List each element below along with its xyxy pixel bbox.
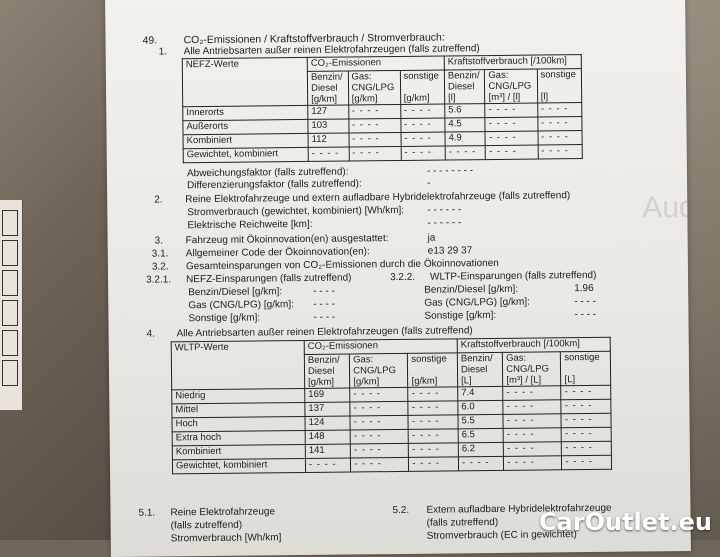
s51-sublabel: (falls zutreffend) [170,519,243,532]
row-label: Niedrig [172,388,305,403]
nefz-saving-value: - - - - [313,311,336,323]
cell: - - - - [562,455,612,470]
cell: 5.6 [445,104,486,118]
wltp-table [171,337,612,475]
wltp-subhead: Gas: CNG/LPG [m³] / [L] [503,352,562,387]
cell: - - - - [485,103,537,118]
reichweite-label: Elektrische Reichweite [km]: [187,218,313,232]
cell: 6.0 [458,400,503,414]
subsection-number: 1. [158,46,168,58]
cell: - - - - [350,415,408,430]
s51-cut-text: Stromverbrauch [Wh/km] [170,532,282,545]
cell: - - - - [538,131,583,145]
document-page [105,0,703,557]
strom-value: - - - - - - [427,204,462,216]
nefz-subhead: Gas: CNG/LPG [g/km] [348,70,400,105]
cell: - - - - [486,145,538,160]
s3-label: Fahrzeug mit Ökoinnovation(en) ausgestattet: [185,233,389,247]
row-label: Extra hoch [172,430,305,445]
cell: - - - - [537,103,582,117]
cell: - - - - [350,429,408,444]
cell: 103 [308,119,349,133]
row-label: Gewichtet, kombiniert [183,147,308,162]
cell: 5.5 [458,414,503,428]
s52-cut-text: Stromverbrauch (EC in gewichtet) [426,529,577,542]
cell: 141 [305,444,350,458]
cell: 137 [305,402,350,416]
cell: - - - - [308,147,349,161]
section-number: 49. [142,34,158,47]
cell: 169 [305,388,350,402]
row-label: Kombiniert [172,444,305,459]
nefz-saving-value: - - - - [313,298,336,310]
cell: - - - - [485,131,537,146]
nefz-saving-value: - - - - [313,285,335,297]
cell: 7.4 [458,386,503,400]
wltp-saving-label: Sonstige [g/km]: [424,309,497,322]
background-card [0,200,23,410]
s32-number: 3.2. [151,261,169,273]
s3-number: 3. [154,235,164,247]
s4-number: 4. [146,328,156,340]
s321-label: NEFZ-Einsparungen (falls zutreffend) [185,272,352,286]
row-label: Gewichtet, kombiniert [172,458,305,473]
cell: - - - - [562,441,612,456]
s51-label: Reine Elektrofahrzeuge [170,506,276,519]
row-label: Mittel [172,402,305,417]
nefz-head-co2: CO₂-Emissionen [307,56,444,71]
wltp-head-label: WLTP-Werte [171,340,304,389]
row-label: Hoch [172,416,305,431]
s2-title: Reine Elektrofahrzeuge und extern aufladbare Hybridelektrofahrzeuge (falls zutreffend) [185,190,571,206]
cell: - - - - [350,401,408,416]
cell: - - - - [458,456,503,470]
cell: - - - - [348,118,400,133]
nefz-subhead: Benzin/ Diesel [g/km] [307,71,348,105]
cell: 6.2 [458,442,503,456]
cell: - - - - [349,132,401,147]
cell: - - - - [305,458,350,472]
section-title: CO₂-Emissionen / Kraftstoffverbrauch / Stromverbrauch: [183,31,445,47]
wltp-head-fuel: Kraftstoffverbrauch [/100km] [457,337,610,353]
nefz-saving-label: Gas (CNG/LPG) [g/km]: [188,299,294,312]
nefz-head-label: NEFZ-Werte [182,57,307,106]
ghost-logo: Audi [642,190,703,225]
cell: - - - - [503,442,561,457]
cell: - - - - [349,146,401,161]
cell: - - - - [350,387,408,402]
s3-value: ja [427,232,436,244]
s31-number: 3.1. [151,248,169,260]
abweichung-label: Abweichungsfaktor (falls zutreffend): [186,166,349,180]
cell: - - - - [408,387,458,402]
cell: - - - - [351,457,409,472]
nefz-subhead: Benzin/ Diesel [l] [444,70,485,104]
differenzierung-label: Differenzierungsfaktor (falls zutreffend): [187,178,362,192]
wltp-subhead: Benzin/ Diesel [L] [457,352,503,386]
nefz-saving-label: Benzin/Diesel [g/km]: [188,286,283,299]
cell: - - - - [409,429,459,444]
cell: - - - - [561,399,611,414]
cell: 4.9 [445,132,486,146]
watermark-logo: CarOutlet.eu [538,508,712,536]
cell: - - - - [409,457,459,472]
cell: - - - - [538,145,583,159]
wltp-saving-value: - - - - [574,295,597,308]
strom-label: Stromverbrauch (gewichtet, kombiniert) [Wh/km]: [187,204,405,219]
nefz-subhead: Gas: CNG/LPG [m³] / [l] [485,69,537,104]
cell: - - - - [351,443,409,458]
differenzierung-value: - [426,177,431,189]
s51-number: 5.1. [138,507,156,519]
nefz-subhead: sonstige [g/km] [400,70,445,104]
cell: - - - - [561,385,611,400]
wltp-subhead: sonstige [L] [561,351,611,386]
cell: - - - - [401,146,446,160]
cell: - - - - [401,132,446,146]
cell: - - - - [409,443,459,458]
abweichung-value: - - - - - - - - [426,165,474,177]
cell: - - - - [400,118,445,132]
cell: - - - - [504,456,562,471]
cell: - - - - [503,400,561,415]
cell: - - - - [503,386,561,401]
row-label: Außerorts [183,119,308,134]
cell: - - - - [561,413,611,428]
s52-number: 5.2. [392,504,410,517]
cell: - - - - [400,104,445,118]
row-label: Kombiniert [183,133,308,148]
cell: 112 [308,133,349,147]
cell: - - - - [503,428,561,443]
cell: - - - - [503,414,561,429]
s52-sublabel: (falls zutreffend) [426,516,499,529]
cell: 124 [305,416,350,430]
table-row [183,145,582,163]
s321-number: 3.2.1. [145,274,172,286]
s52-label: Extern aufladbare Hybridelektrofahrzeuge [426,502,612,516]
wltp-subhead: sonstige [g/km] [408,353,458,388]
reichweite-value: - - - - - - [427,217,462,229]
nefz-head-fuel: Kraftstoffverbrauch [/100km] [444,55,581,70]
wltp-saving-label: Benzin/Diesel [g/km]: [424,283,519,296]
cell: 148 [305,430,350,444]
s2-number: 2. [154,194,163,206]
s31-value: e13 29 37 [427,245,473,257]
wltp-saving-value: - - - - [574,308,597,321]
nefz-subhead: sonstige [l] [537,69,582,103]
cell: - - - - [485,117,537,132]
cell: 127 [308,105,349,119]
cell: - - - - [445,146,486,160]
cell: - - - - [348,104,400,119]
subsection-title: Alle Antriebsarten außer reinen Elektrofahrzeugen (falls zutreffend) [183,43,480,58]
wltp-head-co2: CO₂-Emissionen [304,339,457,355]
s322-number: 3.2.2. [389,271,416,284]
cell: - - - - [408,401,458,416]
wltp-saving-value: 1.96 [574,282,594,295]
cell: - - - - [408,415,458,430]
wltp-subhead: Benzin/ Diesel [g/km] [304,354,350,388]
s4-title: Alle Antriebsarten außer reinen Elektrofahrzeugen (falls zutreffend) [176,325,473,340]
cell: - - - - [537,117,582,131]
nefz-table [182,54,583,163]
wltp-subhead: Gas: CNG/LPG [g/km] [350,353,409,388]
s32-label: Gesamteinsparungen von CO₂-Emissionen durch die Ökoinnovationen [185,257,499,273]
nefz-saving-label: Sonstige [g/km]: [188,312,261,325]
s322-label: WLTP-Einsparungen (falls zutreffend) [429,269,597,283]
row-label: Innerorts [183,105,308,120]
s31-label: Allgemeiner Code der Ökoinnovation(en): [185,246,370,260]
cell: - - - - [562,427,612,442]
wltp-saving-label: Gas (CNG/LPG) [g/km]: [424,296,530,309]
cell: 6.5 [458,428,503,442]
cell: 4.5 [445,118,486,132]
